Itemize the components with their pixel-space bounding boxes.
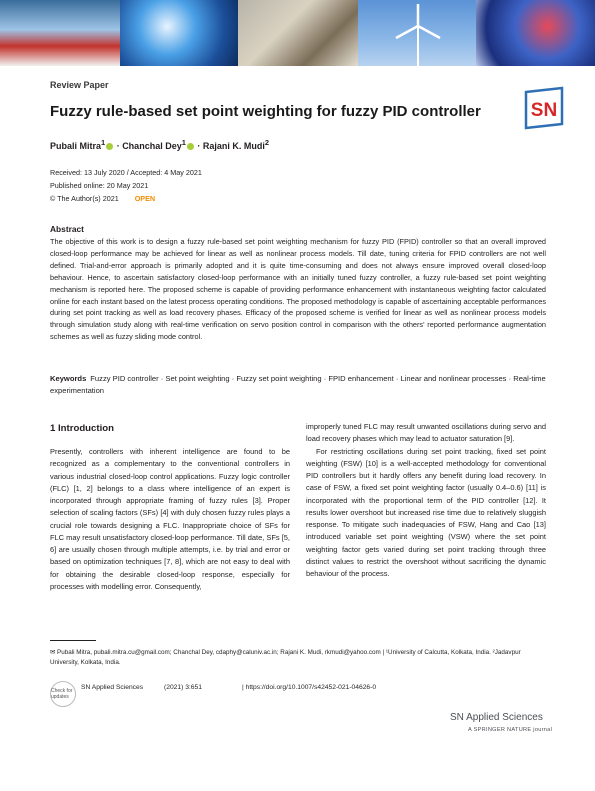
article-type: Review Paper <box>50 80 109 90</box>
abstract-heading: Abstract <box>50 224 84 234</box>
publisher-brand: A SPRINGER NATURE journal <box>468 727 553 733</box>
journal-brand: SN Applied Sciences <box>450 712 543 723</box>
author-name[interactable]: Pubali Mitra <box>50 141 102 151</box>
author-name[interactable]: Rajani K. Mudi <box>202 141 265 151</box>
section-heading: 1 Introduction <box>50 423 114 434</box>
body-column-left <box>50 446 290 593</box>
volume-info: (2021) 3:651 <box>164 684 202 691</box>
banner-image-4 <box>358 0 476 66</box>
sn-journal-logo <box>522 86 566 130</box>
copyright-line: © The Author(s) 2021 OPEN <box>50 194 156 203</box>
author-list: Pubali Mitra$^1$ · Chanchal Dey$^1$ · Rajani K. Mudi$^2$ <box>50 138 270 151</box>
paragraph: For restricting oscillations during set point tracking, fixed set point weighting (FSW) [10] is a well-accepted methodology for conventional PID controllers but it hardly offers any benefit during load recovery. In case of FSW, a fixed set point weighting factor (usually 0.4–0.6) [11] is incorporated with the proportional term of the PID controller [12]. It results lower overshoot but increased rise time due to relatively sluggish response. To mitigate such inadequacies of FSW, Hang and Cao [13] introduced variable set point weighting (VSW) where the set point weighting factor gets varied during set point tracking through three distinct values to restrict the overshoot without sacrificing the dynamic behaviour of the process. <box>306 446 546 578</box>
received-dates: Received: 13 July 2020 / Accepted: 4 May 2021 <box>50 168 202 177</box>
abstract-text: The objective of this work is to design a fuzzy rule-based set point weighting mechanism for fuzzy PID (FPID) controller so that an overall improved closed-loop performance may be achieved for linear as well as nonlinear process models. Till date, tuning criteria for FPID controllers are not well defined. Trial-and-error approach is primarily adopted and it is quite time-consuming and does not always ensure improved overall closed-loop behaviour. Hence, to ascertain satisfactory closed-loop performance with an initially tuned fuzzy controller, a fuzzy rule-based set point weighting mechanism is reported here. The proposed scheme is capable of providing performance enhancement with instantaneous weighting factor calculated online for each instant based on the latest process operating conditions. The proposed methodology is capable of ascertaining acceptable performances during set point tracking as well as load recovery phases. Efficacy of the proposed scheme is verified for linear as well as nonlinear process models through simulation study along with real-time verification on servo position control in comparison with the others' reported performance augmentation schemes as well as fuzzy sliding mode control. <box>50 237 546 342</box>
paragraph: Presently, controllers with inherent intelligence are found to be recognized as a complementary to the conventional controllers in various industrial closed-loop control applications. Fuzzy logic controller (FLC) [1, 2] belongs to a class where intelligence of an expert is incorporated through appropriate framing of fuzzy rules [3]. Proper selection of scaling factors (SFs) [4] with duly chosen fuzzy rules plays a crucial role towards designing a FLC. Inappropriate choice of SFs for FLC may result unsatisfactory closed-loop performance. Till date, SFs [5, 6] are usually chosen through multiple attempts, i.e. by trial and error or based on optimization techniques [7, 8], which are not easy to deal with for obtaining the desirable closed-loop response, especially for processes with modelling error. Consequently, <box>50 447 290 591</box>
banner-image-2 <box>120 0 238 66</box>
keywords-label: Keywords <box>50 374 87 383</box>
keywords <box>50 373 546 397</box>
banner-image-5 <box>476 0 595 66</box>
svg-text:SN: SN <box>530 100 558 121</box>
footnote-rule <box>50 640 96 641</box>
wind-turbine-icon <box>388 4 448 66</box>
open-access-badge[interactable]: OPEN <box>134 194 156 203</box>
footnote-affiliations: ✉ Pubali Mitra, pubali.mitra.cu@gmail.com; Chanchal Dey, cdaphy@caluniv.ac.in; Rajani K. Mudi, rkmudi@yahoo.com | ¹University of Calcutta, Kolkata, India. ²Jadavpur University, Kolkata, India. <box>50 649 521 666</box>
article-title: Fuzzy rule-based set point weighting for fuzzy PID controller <box>50 103 481 120</box>
published-date: Published online: 20 May 2021 <box>50 181 149 190</box>
body-column-right <box>306 421 546 580</box>
keywords-text: Fuzzy PID controller · Set point weighting · Fuzzy set point weighting · FPID enhancement · Linear and nonlinear processes · Real-time experimentation <box>50 374 546 395</box>
header-banner <box>0 0 595 66</box>
banner-image-3 <box>238 0 358 66</box>
journal-name: SN Applied Sciences <box>81 684 144 691</box>
orcid-icon[interactable] <box>187 143 194 150</box>
author-name[interactable]: Chanchal Dey <box>122 141 182 151</box>
doi-link[interactable]: | https://doi.org/10.1007/s42452-021-04626-0 <box>242 684 377 691</box>
check-for-updates-icon[interactable]: Check for updates <box>50 681 76 707</box>
banner-image-1 <box>0 0 120 66</box>
paragraph: improperly tuned FLC may result unwanted oscillations during servo and load recovery phases which may lead to actuator saturation [9]. <box>306 422 546 444</box>
orcid-icon[interactable] <box>106 143 113 150</box>
